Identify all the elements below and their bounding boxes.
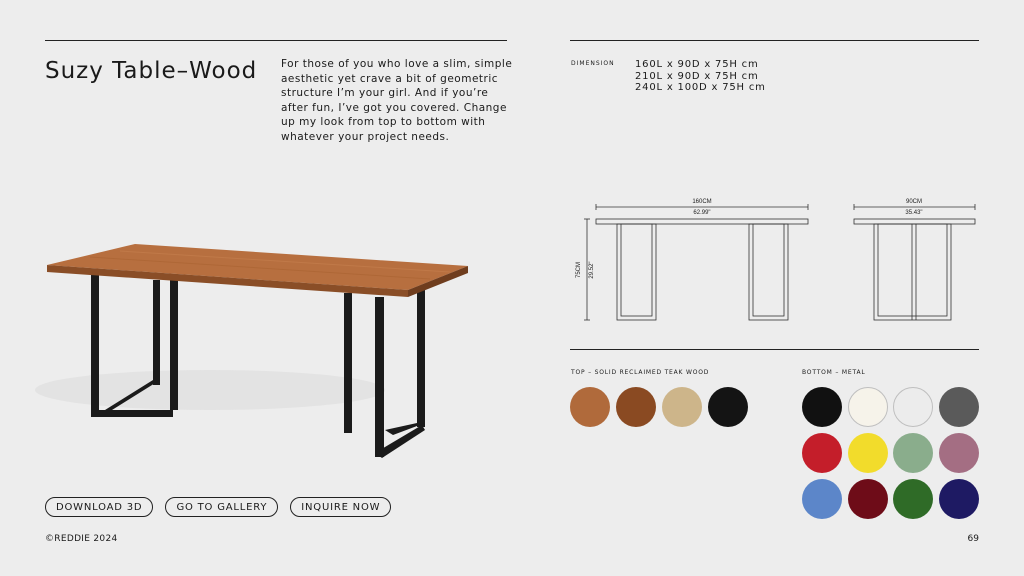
bottom-color-swatch[interactable] bbox=[802, 387, 842, 427]
bottom-color-swatch[interactable] bbox=[939, 479, 979, 519]
top-finish-swatch[interactable] bbox=[616, 387, 656, 427]
bottom-color-swatch[interactable] bbox=[893, 387, 933, 427]
product-description: For those of you who love a slim, simple aesthetic yet crave a bit of geometric structure I’m your girl. And if you’re after fun, I’ve got you covered. Change up my look from top to bottom with whatever your project needs. bbox=[281, 58, 513, 143]
bottom-color-swatch[interactable] bbox=[848, 387, 888, 427]
dimension-size: 160L x 90D x 75H cm bbox=[635, 59, 759, 70]
bottom-color-swatch[interactable] bbox=[939, 387, 979, 427]
bottom-material-label: BOTTOM – METAL bbox=[802, 369, 866, 376]
length-in-label: 62.99" bbox=[693, 210, 711, 216]
dimension-size: 210L x 90D x 75H cm bbox=[635, 70, 759, 82]
top-finish-swatch[interactable] bbox=[662, 387, 702, 427]
height-cm-label: 75CM bbox=[576, 261, 582, 279]
top-finish-swatch[interactable] bbox=[708, 387, 748, 427]
action-buttons bbox=[45, 497, 391, 517]
depth-cm-label: 90CM bbox=[905, 199, 923, 205]
bottom-color-swatch[interactable] bbox=[848, 479, 888, 519]
dimension-label: DIMENSION bbox=[571, 60, 615, 67]
page-number: 69 bbox=[967, 534, 979, 544]
bottom-color-swatch[interactable] bbox=[893, 433, 933, 473]
top-rule-left bbox=[45, 40, 507, 41]
bottom-color-swatch[interactable] bbox=[802, 433, 842, 473]
front-elevation bbox=[584, 204, 808, 320]
dimension-list bbox=[635, 59, 766, 94]
bottom-color-swatch[interactable] bbox=[939, 433, 979, 473]
inquire-now-button[interactable]: INQUIRE NOW bbox=[290, 497, 391, 517]
section-rule bbox=[570, 349, 979, 350]
download-3d-button[interactable]: DOWNLOAD 3D bbox=[45, 497, 153, 517]
dimension-size: 240L x 100D x 75H cm bbox=[635, 82, 766, 93]
depth-in-label: 35.43" bbox=[905, 210, 923, 216]
bottom-color-swatch[interactable] bbox=[848, 433, 888, 473]
product-title: Suzy Table–Wood bbox=[45, 58, 258, 84]
technical-drawing bbox=[570, 190, 980, 330]
table-photo bbox=[30, 225, 480, 465]
top-rule-right bbox=[570, 40, 979, 41]
length-cm-label: 160CM bbox=[692, 199, 712, 205]
top-material-label: TOP – SOLID RECLAIMED TEAK WOOD bbox=[571, 369, 710, 376]
bottom-color-swatch[interactable] bbox=[893, 479, 933, 519]
copyright: ©REDDIE 2024 bbox=[45, 534, 118, 544]
go-to-gallery-button[interactable]: GO TO GALLERY bbox=[165, 497, 278, 517]
top-finish-swatch[interactable] bbox=[570, 387, 610, 427]
bottom-color-swatch[interactable] bbox=[802, 479, 842, 519]
side-elevation bbox=[854, 204, 975, 320]
height-in-label: 29.52" bbox=[589, 261, 595, 279]
